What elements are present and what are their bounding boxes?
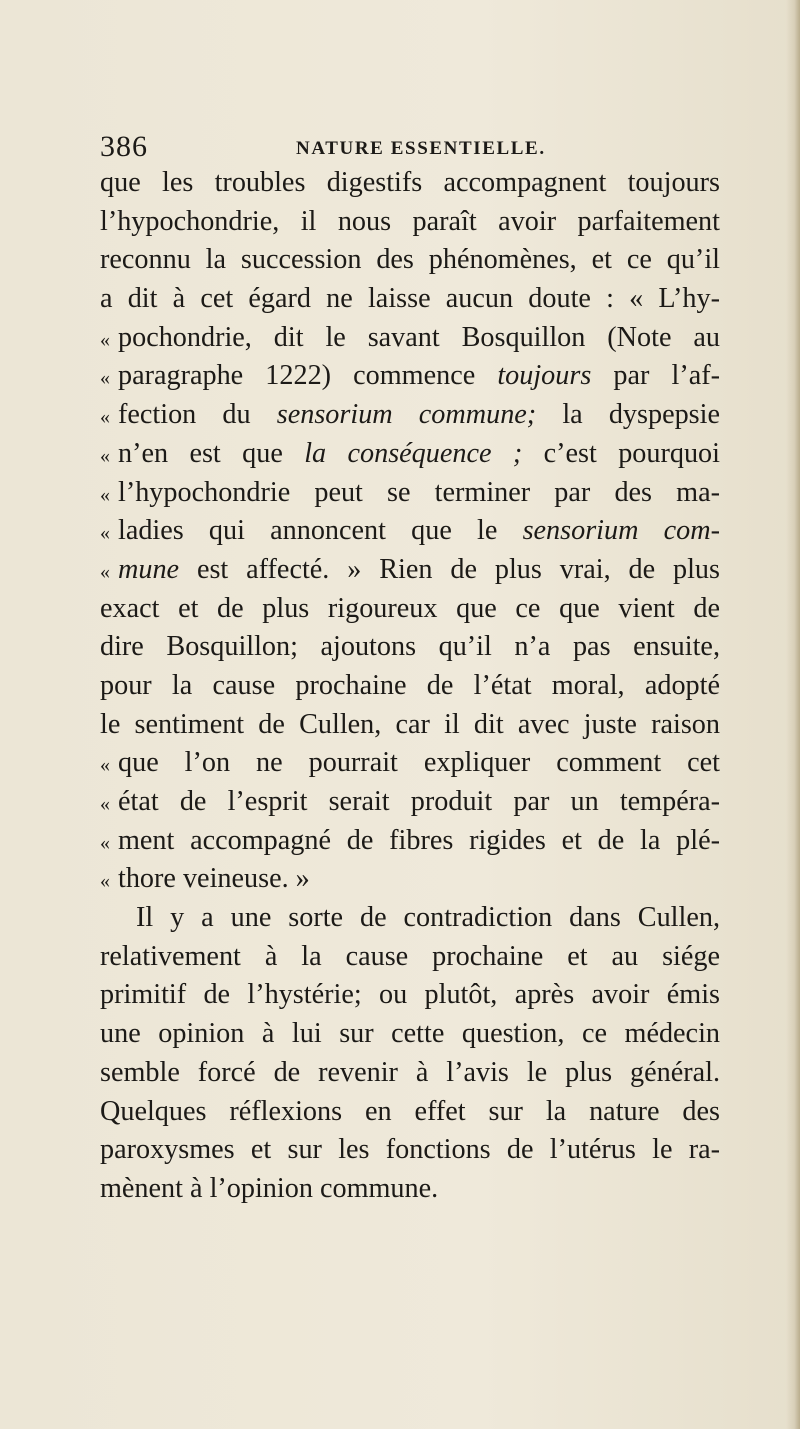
line-text: semble forcé de revenir à l’avis le plus général.	[100, 1056, 720, 1088]
text-line	[100, 357, 720, 396]
quote-mark: «	[100, 831, 110, 854]
quote-mark: «	[100, 754, 110, 777]
text-line	[100, 860, 720, 899]
line-text: pour la cause prochaine de l’état moral, adopté	[100, 669, 720, 701]
text-line	[100, 203, 720, 242]
line-text: reconnu la succession des phénomènes, et ce qu’il	[100, 244, 720, 276]
quote-mark: «	[100, 560, 110, 583]
quote-mark: «	[100, 483, 110, 506]
text-line	[100, 1093, 720, 1132]
italic-text: sensorium commune;	[276, 399, 537, 431]
text-line	[100, 744, 720, 783]
text-line	[100, 396, 720, 435]
quote-mark: «	[100, 406, 110, 429]
line-text: paroxysmes et sur les fonctions de l’utérus le ra-	[100, 1134, 720, 1166]
line-text: primitif de l’hystérie; ou plutôt, après avoir émis	[100, 979, 720, 1011]
text-line	[100, 1131, 720, 1170]
text-line	[100, 667, 720, 706]
line-text: le sentiment de Cullen, car il dit avec juste raison	[100, 708, 720, 740]
italic-text: la conséquence ;	[304, 437, 523, 469]
running-head: NATURE ESSENTIELLE.	[296, 138, 546, 159]
line-text: paragraphe 1222) commence	[118, 360, 498, 392]
line-text: Il y a une sorte de contradiction dans Cullen,	[136, 902, 720, 934]
line-text: Quelques réflexions en effet sur la nature des	[100, 1095, 720, 1127]
text-line	[100, 241, 720, 280]
line-text: l’hypochondrie, il nous paraît avoir parfaitement	[100, 205, 720, 237]
line-text: une opinion à lui sur cette question, ce médecin	[100, 1018, 720, 1050]
text-line	[100, 1170, 720, 1209]
text-line	[100, 706, 720, 745]
text-line	[100, 628, 720, 667]
line-text: c’est pourquoi	[522, 437, 720, 469]
line-text: dire Bosquillon; ajoutons qu’il n’a pas ensuite,	[100, 631, 720, 663]
line-text: thore veineuse. »	[118, 863, 310, 895]
line-text: la dyspepsie	[536, 399, 720, 431]
italic-text: sensorium com-	[522, 515, 720, 547]
line-text: exact et de plus rigoureux que ce que vient de	[100, 592, 720, 624]
text-line	[100, 474, 720, 513]
quote-mark: «	[100, 793, 110, 815]
text-line	[100, 551, 720, 590]
text-line	[100, 1054, 720, 1093]
line-text: mènent à l’opinion commune.	[100, 1172, 439, 1204]
line-text: fection du	[118, 399, 277, 431]
line-text: n’en est que	[118, 437, 305, 469]
line-text: état de l’esprit serait produit par un tempéra-	[118, 786, 720, 817]
text-line	[100, 435, 720, 474]
line-text: ment accompagné de fibres rigides et de la plé-	[118, 824, 720, 856]
italic-text: toujours	[497, 360, 592, 392]
quote-mark: «	[100, 522, 110, 545]
line-text: ladies qui annoncent que le	[118, 515, 523, 547]
text-line	[100, 280, 720, 319]
page-edge-shadow	[786, 0, 800, 1429]
text-line	[100, 822, 720, 861]
line-text: pochondrie, dit le savant Bosquillon (Note au	[118, 321, 720, 353]
page-header	[100, 130, 720, 166]
line-text: est affecté. » Rien de plus vrai, de plus	[179, 553, 720, 585]
text-line	[100, 899, 720, 938]
line-text: l’hypochondrie peut se terminer par des ma-	[118, 476, 720, 508]
line-text: que l’on ne pourrait expliquer comment cet	[118, 747, 720, 779]
text-line	[100, 938, 720, 977]
line-text: par l’af-	[591, 360, 720, 392]
italic-text: mune	[118, 553, 180, 585]
line-text: a dit à cet égard ne laisse aucun doute : « L’hy-	[100, 283, 720, 315]
body-text	[100, 164, 720, 1209]
line-text: que les troubles digestifs accompagnent toujours	[100, 167, 720, 198]
text-line	[100, 319, 720, 358]
quote-mark: «	[100, 367, 110, 390]
text-line	[100, 512, 720, 551]
quote-mark: «	[100, 870, 110, 893]
quote-mark: «	[100, 444, 110, 467]
text-line	[100, 590, 720, 629]
text-line	[100, 1015, 720, 1054]
line-text: relativement à la cause prochaine et au siége	[100, 940, 720, 972]
quote-mark: «	[100, 328, 110, 351]
page-number: 386	[100, 130, 148, 163]
text-line	[100, 976, 720, 1015]
text-line	[100, 164, 720, 203]
text-line	[100, 783, 720, 822]
